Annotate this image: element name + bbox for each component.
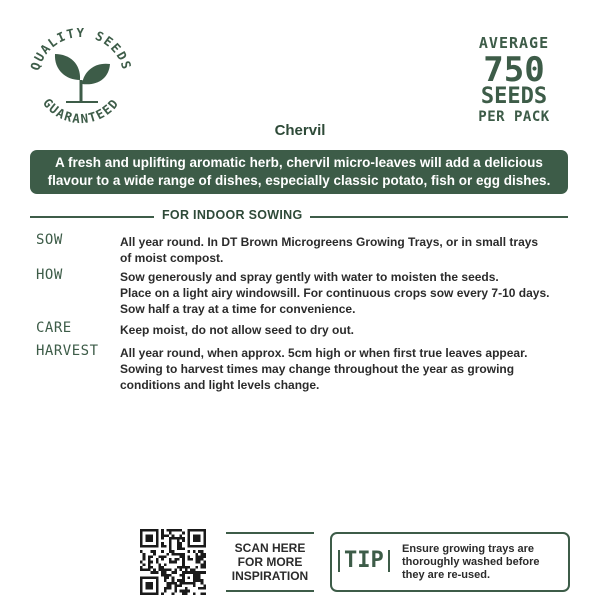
instruction-line: Sowing to harvest times may change throughout the year as growing bbox=[120, 362, 515, 376]
tip-box bbox=[330, 532, 570, 592]
description-banner bbox=[30, 150, 568, 194]
instruction-line: conditions and light levels change. bbox=[120, 378, 320, 392]
qr-code-icon[interactable] bbox=[140, 529, 206, 595]
instruction-text bbox=[120, 269, 576, 317]
instruction-text bbox=[120, 234, 576, 266]
seed-count: 750 bbox=[483, 50, 545, 90]
section-title: FOR INDOOR SOWING bbox=[162, 208, 303, 222]
section-heading bbox=[30, 207, 568, 225]
divider-left bbox=[30, 216, 154, 218]
tip-line: they are re-used. bbox=[402, 569, 491, 581]
svg-text:QUALITY SEEDS bbox=[27, 25, 135, 72]
seal-top-text: QUALITY SEEDS bbox=[27, 24, 135, 73]
scan-here-label bbox=[226, 532, 314, 592]
per-pack-label: PER PACK bbox=[478, 109, 550, 125]
seeds-label: SEEDS bbox=[480, 84, 548, 109]
seed-count-block bbox=[458, 36, 570, 124]
instruction-line: of moist compost. bbox=[120, 251, 224, 265]
instruction-label: CARE bbox=[36, 320, 72, 336]
seal-bottom-text: GUARANTEED bbox=[39, 95, 123, 127]
tip-text bbox=[402, 543, 567, 582]
instruction-label: SOW bbox=[36, 232, 63, 248]
instruction-text bbox=[120, 322, 576, 338]
instruction-line: All year round, when approx. 5cm high or when first true leaves appear. bbox=[120, 346, 528, 360]
seedling-icon bbox=[55, 54, 110, 102]
instruction-text bbox=[120, 345, 576, 393]
divider-right bbox=[310, 216, 568, 218]
instruction-label: HOW bbox=[36, 267, 63, 283]
average-label: AVERAGE bbox=[478, 34, 550, 52]
product-name: Chervil bbox=[274, 122, 326, 139]
instruction-line: All year round. In DT Brown Microgreens Growing Trays, or in small trays bbox=[120, 235, 539, 249]
scan-line-1: SCAN HERE bbox=[234, 541, 306, 555]
scan-line-2: FOR MORE bbox=[237, 555, 303, 569]
instruction-line: Keep moist, do not allow seed to dry out. bbox=[120, 323, 355, 337]
tip-line: Ensure growing trays are bbox=[402, 543, 535, 555]
banner-line-2: flavour to a wide range of dishes, especially classic potato, fish or egg dishes. bbox=[47, 173, 551, 188]
tip-line: thoroughly washed before bbox=[402, 556, 540, 568]
instruction-line: Place on a light airy windowsill. For continuous crops sow every 7-10 days. bbox=[120, 286, 550, 300]
instruction-label: HARVEST bbox=[36, 343, 99, 359]
banner-line-1: A fresh and uplifting aromatic herb, chervil micro-leaves will add a delicious bbox=[55, 155, 543, 170]
tip-label: TIP bbox=[338, 550, 390, 572]
quality-seeds-guaranteed-seal bbox=[22, 18, 140, 136]
instruction-line: Sow half a tray at a time for convenience. bbox=[120, 302, 356, 316]
scan-line-3: INSPIRATION bbox=[231, 569, 309, 583]
instruction-line: Sow generously and spray gently with water to moisten the seeds. bbox=[120, 270, 499, 284]
